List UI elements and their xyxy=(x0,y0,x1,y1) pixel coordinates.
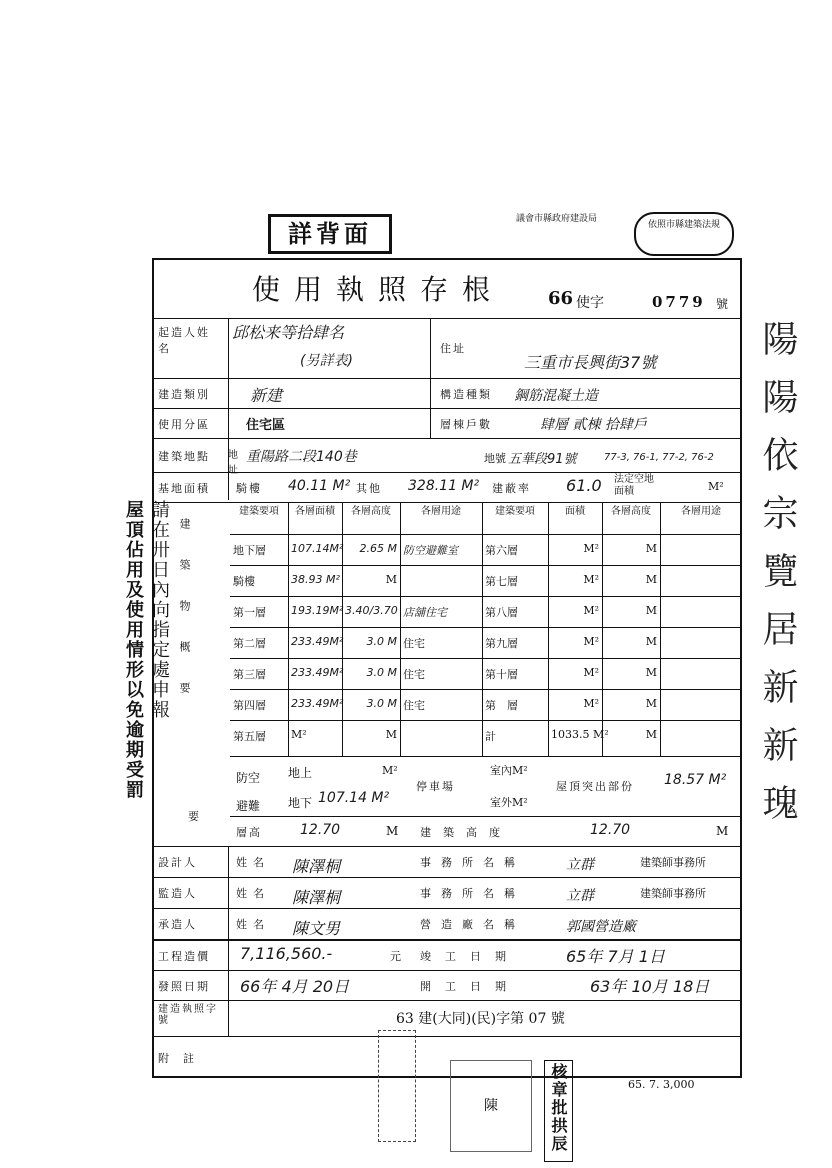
rule xyxy=(152,472,742,473)
issue-label: 發照日期 xyxy=(158,980,210,993)
person-role: 監造人 xyxy=(158,887,197,900)
floor-table xyxy=(230,502,742,756)
floor-table-header: 各層用途 xyxy=(421,506,461,517)
rule xyxy=(230,534,742,535)
other-label: 其他 xyxy=(356,482,382,495)
rule xyxy=(152,318,742,319)
floor-table-header: 各層用途 xyxy=(681,506,721,517)
floor-name: 第十層 xyxy=(485,668,518,681)
finish-value: 65年 7月 1日 xyxy=(566,947,665,966)
floor-area: 233.49M² xyxy=(291,666,344,679)
right-margin-text: 陽陽依宗覽居新新瑰 xyxy=(757,320,798,842)
floor-area: M² xyxy=(583,697,599,710)
small-seal: 陳 xyxy=(450,1060,532,1152)
finish-label: 竣工日期 xyxy=(420,950,520,963)
shelter-above-label: 地上 xyxy=(288,766,313,780)
floor-name: 第二層 xyxy=(233,637,266,650)
floor-area: 107.14M² xyxy=(291,542,344,555)
floor-area: 233.49M² xyxy=(291,635,344,648)
builder-name: 邱松来等拾肆名 xyxy=(232,323,345,342)
floor-area: M² xyxy=(583,604,599,617)
rule xyxy=(230,658,742,659)
rule xyxy=(660,502,661,756)
floor-table-header: 各層高度 xyxy=(351,506,391,517)
floor-area: M² xyxy=(583,542,599,555)
start-value: 63年 10月 18日 xyxy=(590,977,710,996)
site-plot-label: 地號 xyxy=(484,452,506,465)
permit-number-serial: 0779 xyxy=(652,293,706,311)
rule xyxy=(152,908,742,909)
arcade-label: 騎樓 xyxy=(236,482,262,495)
floor-name: 第 層 xyxy=(485,699,518,712)
floor-name: 騎樓 xyxy=(233,575,255,588)
permit-number-type: 使字 xyxy=(576,295,604,311)
approval-stamp: 核章批拱辰 xyxy=(544,1060,573,1162)
floor-height: M xyxy=(645,604,657,617)
rule xyxy=(288,502,289,756)
floor-table-header: 面積 xyxy=(565,506,585,517)
permit-label: 建造執照字號 xyxy=(158,1004,218,1026)
parking-indoor: 室內M² xyxy=(490,764,528,777)
site-value: 重陽路二段140巷 xyxy=(246,449,357,465)
person-role: 設計人 xyxy=(158,856,197,869)
floor-name: 第四層 xyxy=(233,699,266,712)
site-label: 建築地點 xyxy=(158,450,210,463)
rule xyxy=(152,1000,742,1001)
arcade-value: 40.11 M² xyxy=(288,478,351,494)
rule xyxy=(230,627,742,628)
floor-area: M² xyxy=(583,666,599,679)
official-stamp-right: 依照市縣建築法規 xyxy=(634,212,734,256)
floor-use: 住宅 xyxy=(403,699,425,712)
parking-label: 停車場 xyxy=(416,780,455,793)
rule xyxy=(602,502,603,756)
floor-height-label: 層高 xyxy=(236,826,262,839)
rule xyxy=(152,1036,742,1037)
address-value: 三重市長興街37號 xyxy=(524,353,657,372)
footer-code: 65. 7. 3,000 xyxy=(628,1078,695,1091)
official-stamp xyxy=(516,212,734,256)
zone-value: 住宅區 xyxy=(246,418,286,433)
remarks-label: 附註 xyxy=(158,1052,208,1065)
floor-height-value: 12.70 xyxy=(300,822,341,838)
detail-back-stamp: 詳背面 xyxy=(268,214,392,254)
rule xyxy=(230,756,742,757)
floor-name: 地下層 xyxy=(233,544,266,557)
person-office: 立群 xyxy=(566,857,594,873)
floor-height: M xyxy=(645,697,657,710)
rule xyxy=(230,816,742,817)
floor-use: 防空避難室 xyxy=(403,544,458,557)
floor-use: 店舖住宅 xyxy=(403,606,447,619)
floor-area: M² xyxy=(291,728,307,741)
floor-height: 3.40/3.70 xyxy=(345,604,398,617)
site-prefix: 地址 xyxy=(228,450,238,476)
seal-stamp xyxy=(378,1030,416,1142)
shelter-above-value: M² xyxy=(382,764,398,777)
left-note-3: 建築物概要 xyxy=(178,518,191,723)
floor-table-header: 各層高度 xyxy=(611,506,651,517)
rule xyxy=(230,689,742,690)
floor-name: 第七層 xyxy=(485,575,518,588)
rule xyxy=(152,846,742,847)
floor-height: M xyxy=(645,728,657,741)
rule xyxy=(548,502,549,756)
floor-area: 1033.5 M² xyxy=(551,728,609,741)
floor-height: M xyxy=(385,573,397,586)
floor-name: 第一層 xyxy=(233,606,266,619)
rule xyxy=(152,970,742,971)
site-lots: 77-3, 76-1, 77-2, 76-2 xyxy=(604,452,714,463)
person-name-label: 姓名 xyxy=(236,918,270,931)
rule xyxy=(230,565,742,566)
floor-name: 第八層 xyxy=(485,606,518,619)
coverage-label: 建蔽率 xyxy=(492,482,531,495)
floor-table-header: 各層面積 xyxy=(295,506,335,517)
floor-height: 3.0 M xyxy=(366,635,397,648)
floor-area: 233.49M² xyxy=(291,697,344,710)
permit-value: 63 建(大同)(民)字第 07 號 xyxy=(396,1011,565,1027)
floor-table-header: 建築要項 xyxy=(239,506,279,517)
cost-unit: 元 xyxy=(390,950,401,963)
floor-height: 3.0 M xyxy=(366,697,397,710)
floor-name: 第九層 xyxy=(485,637,518,650)
floor-height: 3.0 M xyxy=(366,666,397,679)
roof-value: 18.57 M² xyxy=(664,772,727,788)
person-name-label: 姓名 xyxy=(236,887,270,900)
form-title: 使用執照存根 xyxy=(252,273,505,306)
building-height-label: 建築高度 xyxy=(420,826,512,839)
floor-height: M xyxy=(645,573,657,586)
parking-outdoor: 室外M² xyxy=(490,796,528,809)
person-role: 承造人 xyxy=(158,918,197,931)
person-office: 郭國營造廠 xyxy=(566,919,636,935)
floor-name: 第五層 xyxy=(233,730,266,743)
rule xyxy=(430,318,431,438)
left-note-1: 請在卅日內向指定處申報 xyxy=(149,500,170,720)
summary-tail: 要 xyxy=(188,810,199,823)
floor-height: M xyxy=(385,728,397,741)
address-label: 住址 xyxy=(440,342,466,355)
legal-label: 法定空地面積 xyxy=(614,474,654,497)
person-office-suffix: 建築師事務所 xyxy=(640,887,706,900)
cost-value: 7,116,560.- xyxy=(240,944,333,963)
floor-area: 193.19M² xyxy=(291,604,344,617)
build-type-value: 新建 xyxy=(250,386,283,405)
rule xyxy=(228,318,229,500)
shelter-below-label: 地下 xyxy=(288,796,313,810)
floor-area: 38.93 M² xyxy=(291,573,340,586)
floor-area: M² xyxy=(583,573,599,586)
floor-height: M xyxy=(645,635,657,648)
area-label: 基地面積 xyxy=(158,482,210,495)
zone-label: 使用分區 xyxy=(158,418,210,431)
issue-value: 66年 4月 20日 xyxy=(240,977,350,996)
permit-number-prefix: 66 xyxy=(548,288,574,309)
floor-name: 第六層 xyxy=(485,544,518,557)
rule xyxy=(230,596,742,597)
builder-label: 起造人姓名 xyxy=(158,326,210,355)
person-name: 陳文男 xyxy=(292,919,341,938)
build-type-label: 建造類別 xyxy=(158,388,210,401)
floor-use: 住宅 xyxy=(403,637,425,650)
site-plot-value: 五華段91號 xyxy=(508,452,577,467)
person-office-label: 營造廠名稱 xyxy=(420,918,525,931)
floor-height: M xyxy=(645,542,657,555)
floor-height: 2.65 M xyxy=(359,542,397,555)
roof-label: 屋頂突出部份 xyxy=(556,780,634,793)
rule xyxy=(152,438,742,439)
floor-name: 第三層 xyxy=(233,668,266,681)
shelter-below-value: 107.14 M² xyxy=(318,790,390,806)
person-office-suffix: 建築師事務所 xyxy=(640,856,706,869)
rule xyxy=(152,408,742,409)
floor-height: M xyxy=(645,666,657,679)
building-height-value: 12.70 xyxy=(590,822,631,838)
floor-table-header: 建築要項 xyxy=(495,506,535,517)
building-height-unit: M xyxy=(716,824,729,838)
builder-note: (另詳表) xyxy=(300,353,353,369)
rule xyxy=(230,720,742,721)
coverage-value: 61.0 xyxy=(566,476,602,495)
structure-value: 鋼筋混凝土造 xyxy=(514,388,598,404)
structure-label: 構造種類 xyxy=(440,388,492,401)
person-office-label: 事務所名稱 xyxy=(420,887,525,900)
permit-number-suffix: 號 xyxy=(716,297,729,311)
person-office-label: 事務所名稱 xyxy=(420,856,525,869)
rule xyxy=(152,940,742,941)
floor-height-unit: M xyxy=(386,824,399,838)
legal-value: M² xyxy=(708,480,724,493)
start-label: 開工日期 xyxy=(420,980,520,993)
units-label: 層棟戶數 xyxy=(440,418,492,431)
person-name: 陳澤桐 xyxy=(292,857,341,876)
person-name-label: 姓名 xyxy=(236,856,270,869)
person-name: 陳澤桐 xyxy=(292,888,341,907)
floor-name: 計 xyxy=(485,730,496,743)
other-value: 328.11 M² xyxy=(408,478,480,494)
rule xyxy=(152,877,742,878)
shelter-label: 防空避難 xyxy=(236,771,261,813)
rule xyxy=(400,502,401,756)
units-value: 肆層 貳棟 拾肆戶 xyxy=(540,417,647,433)
cost-label: 工程造價 xyxy=(158,950,210,963)
rule xyxy=(342,502,343,756)
floor-area: M² xyxy=(583,635,599,648)
rule xyxy=(482,502,483,756)
rule xyxy=(228,846,229,1036)
official-stamp-left: 議會市縣政府建設局 xyxy=(516,214,598,224)
floor-use: 住宅 xyxy=(403,668,425,681)
left-note-2: 屋頂佔用及使用情形以免逾期受罰 xyxy=(123,500,144,800)
rule xyxy=(152,378,742,379)
person-office: 立群 xyxy=(566,888,594,904)
